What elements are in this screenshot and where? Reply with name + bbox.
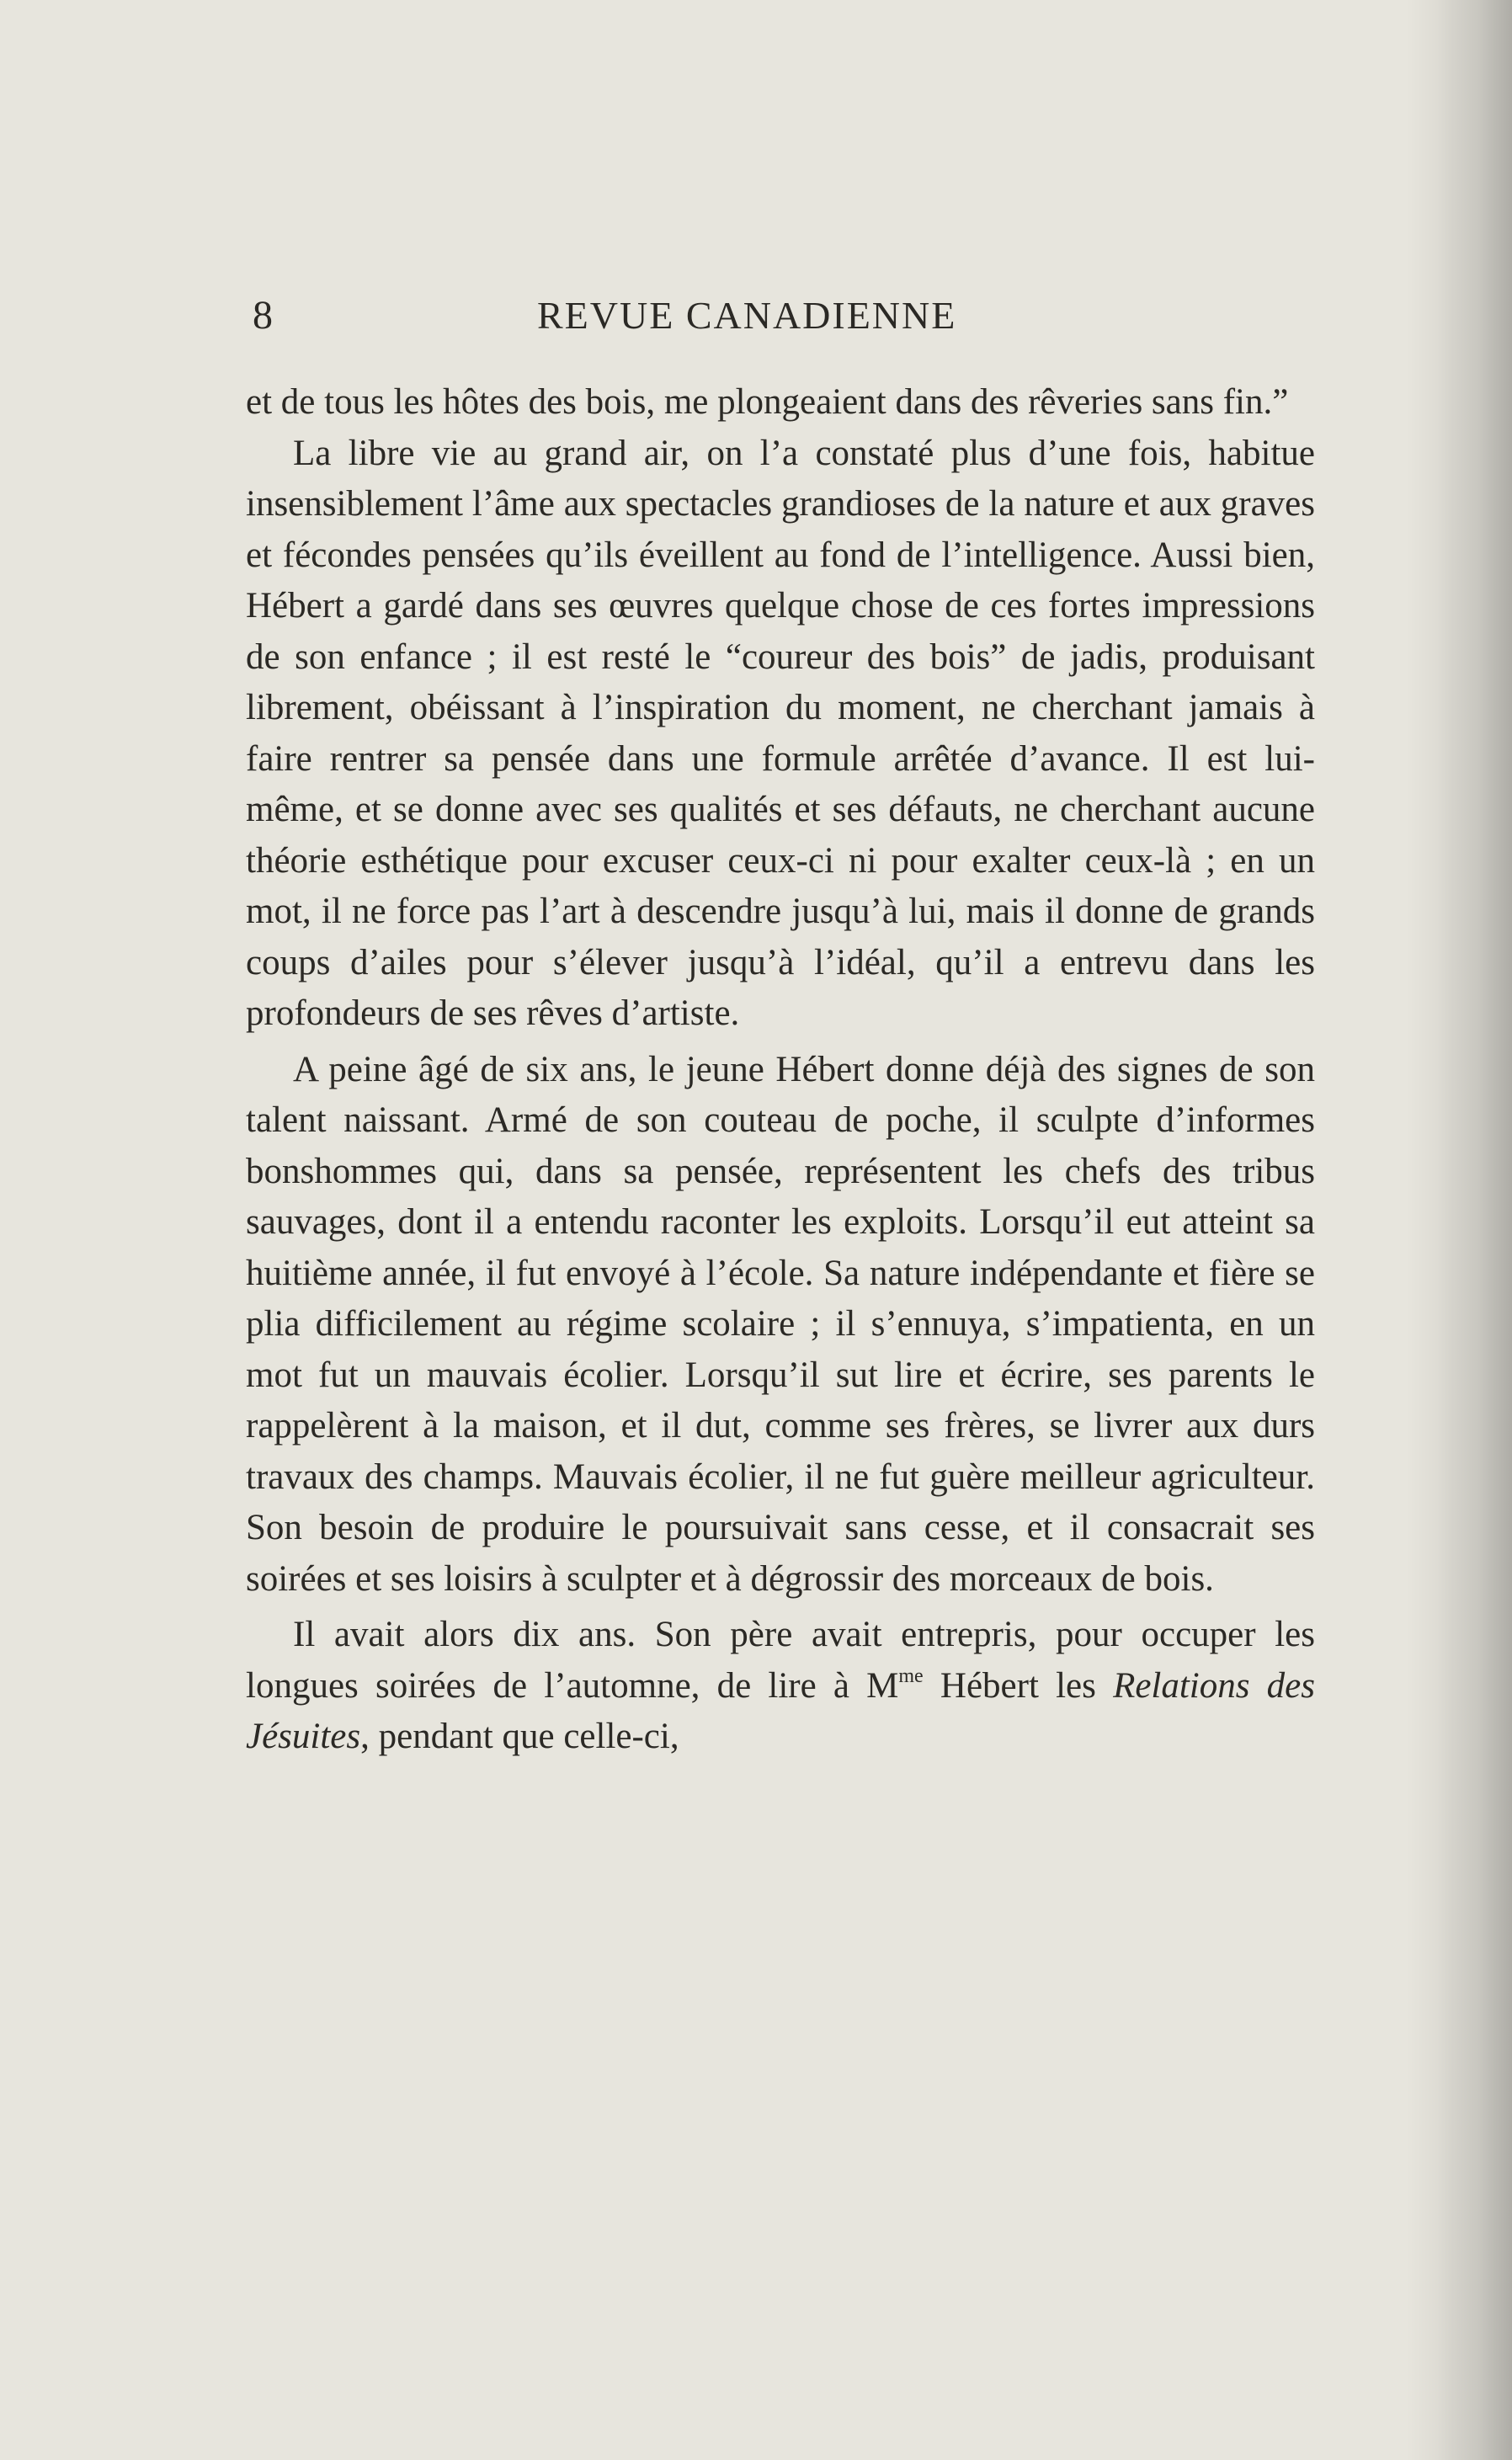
paragraph-1: et de tous les hôtes des bois, me plongeaient dans des rêveries sans fin.” bbox=[246, 382, 1289, 422]
paragraph-4-start: Il avait alors dix ans. Son père avait entrepris, pour occuper les longues soirées de l’automne, de lire à M bbox=[246, 1615, 1315, 1706]
superscript-me: me bbox=[898, 1664, 924, 1687]
paragraph-4-end: , pendant que celle-ci, bbox=[360, 1717, 679, 1756]
running-title: REVUE CANADIENNE bbox=[537, 294, 957, 337]
body-text bbox=[246, 377, 1315, 1763]
paragraph-4-mid: Hébert les bbox=[923, 1665, 1114, 1706]
page-edge-shadow bbox=[1436, 0, 1512, 2460]
page-number: 8 bbox=[253, 293, 273, 338]
book-title-italic: Relations des Jésuites bbox=[246, 1665, 1315, 1756]
paragraph-4 bbox=[246, 1610, 1315, 1763]
paragraph-3: A peine âgé de six ans, le jeune Hébert donne déjà des signes de son talent naissant. Armé de son couteau de poche, il sculpte d’informes bonshommes qui, dans sa pensée, représentent les chefs des tribus sauvages, dont il a entendu raconter les exploits. Lorsqu’il eut atteint sa huitième année, il fut envoyé à l’école. Sa nature indépendante et fière se plia difficilement au régime scolaire ; il s’ennuya, s’impatienta, en un mot fut un mauvais écolier. Lorsqu’il sut lire et écrire, ses parents le rappelèrent à la maison, et il dut, comme ses frères, se livrer aux durs travaux des champs. Mauvais écolier, il ne fut guère meilleur agriculteur. Son besoin de produire le poursuivait sans cesse, et il consacrait ses soirées et ses loisirs à sculpter et à dégrossir des morceaux de bois. bbox=[246, 1049, 1315, 1599]
page-header bbox=[0, 290, 1512, 349]
paragraph-2: La libre vie au grand air, on l’a constaté plus d’une fois, habitue insensiblement l’âme aux spectacles grandioses de la nature et aux graves et fécondes pensées qu’ils éveillent au fond de l’intelligence. Aussi bien, Hébert a gardé dans ses œuvres quelque chose de ces fortes impressions de son enfance ; il est resté le “coureur des bois” de jadis, produisant librement, obéissant à l’inspiration du moment, ne cherchant jamais à faire rentrer sa pensée dans une formule arrêtée d’avance. Il est lui-même, et se donne avec ses qualités et ses défauts, ne cherchant aucune théorie esthétique pour excuser ceux-ci ni pour exalter ceux-là ; en un mot, il ne force pas l’art à descendre jusqu’à lui, mais il donne de grands coups d’ailes pour s’élever jusqu’à l’idéal, qu’il a entrevu dans les profondeurs de ses rêves d’artiste. bbox=[246, 433, 1315, 1033]
